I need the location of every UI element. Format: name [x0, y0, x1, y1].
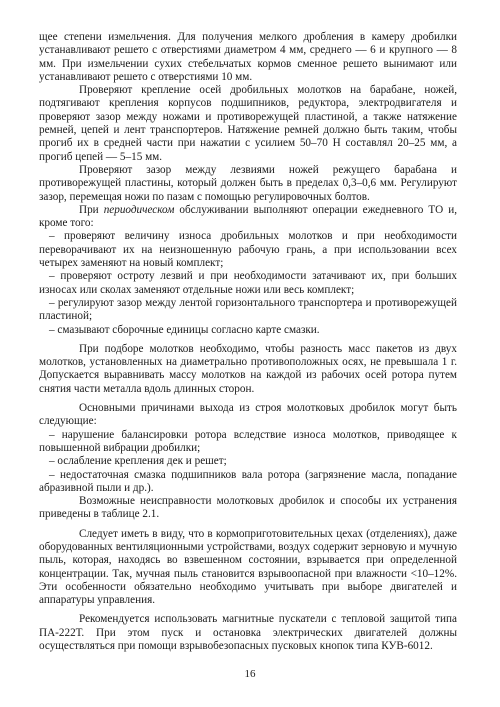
paragraph-8: Следует иметь в виду, что в кормоприготовительных цехах (отделениях), даже оборудованных вентиляционными устройствами, воздух содержит зерновую и мучную пыль, которая, находясь во взвешенном состоянии, взрывается при определенной концентрации. Так, мучная пыль становится взрывоопасной при влажности <10–12%. Эти особенности обязательно необходимо учитывать при выборе двигателей и аппаратуры управления. [39, 527, 457, 607]
page-number: 16 [244, 668, 256, 680]
paragraph-4-end: обслуживании выполняют операции ежедневного ТО и, кроме того: [39, 203, 457, 230]
paragraph-5: При подборе молотков необходимо, чтобы разность масс пакетов из двух молотков, установленных на диаметрально противоположных осях, не превышала 1 г. Допускается выравнивать массу молотков на каждой из рабочих осей ротора путем снятия части металла вдоль длинных сторон. [39, 342, 457, 395]
list-item: – смазывают сборочные единицы согласно карте смазки. [49, 323, 320, 336]
paragraph-4 [39, 204, 457, 231]
list-item: – проверяют величину износа дробильных молотков и при необходимости переворачивают их на неизношенную рабочую грань, а при использовании всех четырех заменяют на новый комплект; [39, 230, 457, 270]
list-item: – недостаточная смазка подшипников вала ротора (загрязнение масла, попадание абразивной пыли и др.). [39, 468, 457, 494]
paragraph-3: Проверяют зазор между лезвиями ножей режущего барабана и противорежущей пластины, который должен быть в пределах 0,3–0,6 мм. Регулируют зазор, перемещая ножи по пазам с помощью регулировочных болтов. [39, 163, 457, 203]
list-item: – нарушение балансировки ротора вследствие износа молотков, приводящее к повышенной вибрации дробилки; [39, 428, 457, 454]
paragraph-7: Возможные неисправности молотковых дробилок и способы их устранения приведены в таблице 2.1. [39, 495, 457, 521]
page-body [39, 31, 457, 653]
list-item: – регулируют зазор между лентой горизонтального транспортера и противорежущей пластиной; [39, 296, 457, 323]
paragraph-1: щее степени измельчения. Для получения мелкого дробления в камеру дробилки устанавливают решето с отверстиями диаметром 4 мм, среднего — 6 и крупного — 8 мм. При измельчении сухих стебельчатых кормов сменное решето вынимают или устанавливают решето с отверстиями 10 мм. [39, 31, 457, 83]
emphasis-periodic: периодическом [103, 203, 175, 216]
paragraph-6: Основными причинами выхода из строя молотковых дробилок могут быть следующие: [39, 402, 457, 428]
list-item: – ослабление крепления дек и решет; [49, 455, 227, 468]
list-item: – проверяют остроту лезвий и при необходимости затачивают их, при больших износах или сколах заменяют отдельные ножи или весь комплект; [39, 270, 457, 296]
paragraph-9: Рекомендуется использовать магнитные пускатели с тепловой защитой типа ПА-222Т. При этом пуск и остановка электрических двигателей должны осуществляться при помощи взрывобезопасных пусковых кнопок типа КУВ-6012. [39, 613, 457, 653]
paragraph-4-start: При [79, 203, 104, 216]
paragraph-2: Проверяют крепление осей дробильных молотков на барабане, ножей, подтягивают крепления корпусов подшипников, редуктора, электродвигателя и проверяют зазор между ножами и противорежущей пластиной, а также натяжение ремней, цепей и лент транспортеров. Натяжение ремней должно быть таким, чтобы прогиб их в средней части при нажатии с усилием 50–70 Н составлял 20–25 мм, а прогиб цепей — 5–15 мм. [39, 84, 457, 163]
